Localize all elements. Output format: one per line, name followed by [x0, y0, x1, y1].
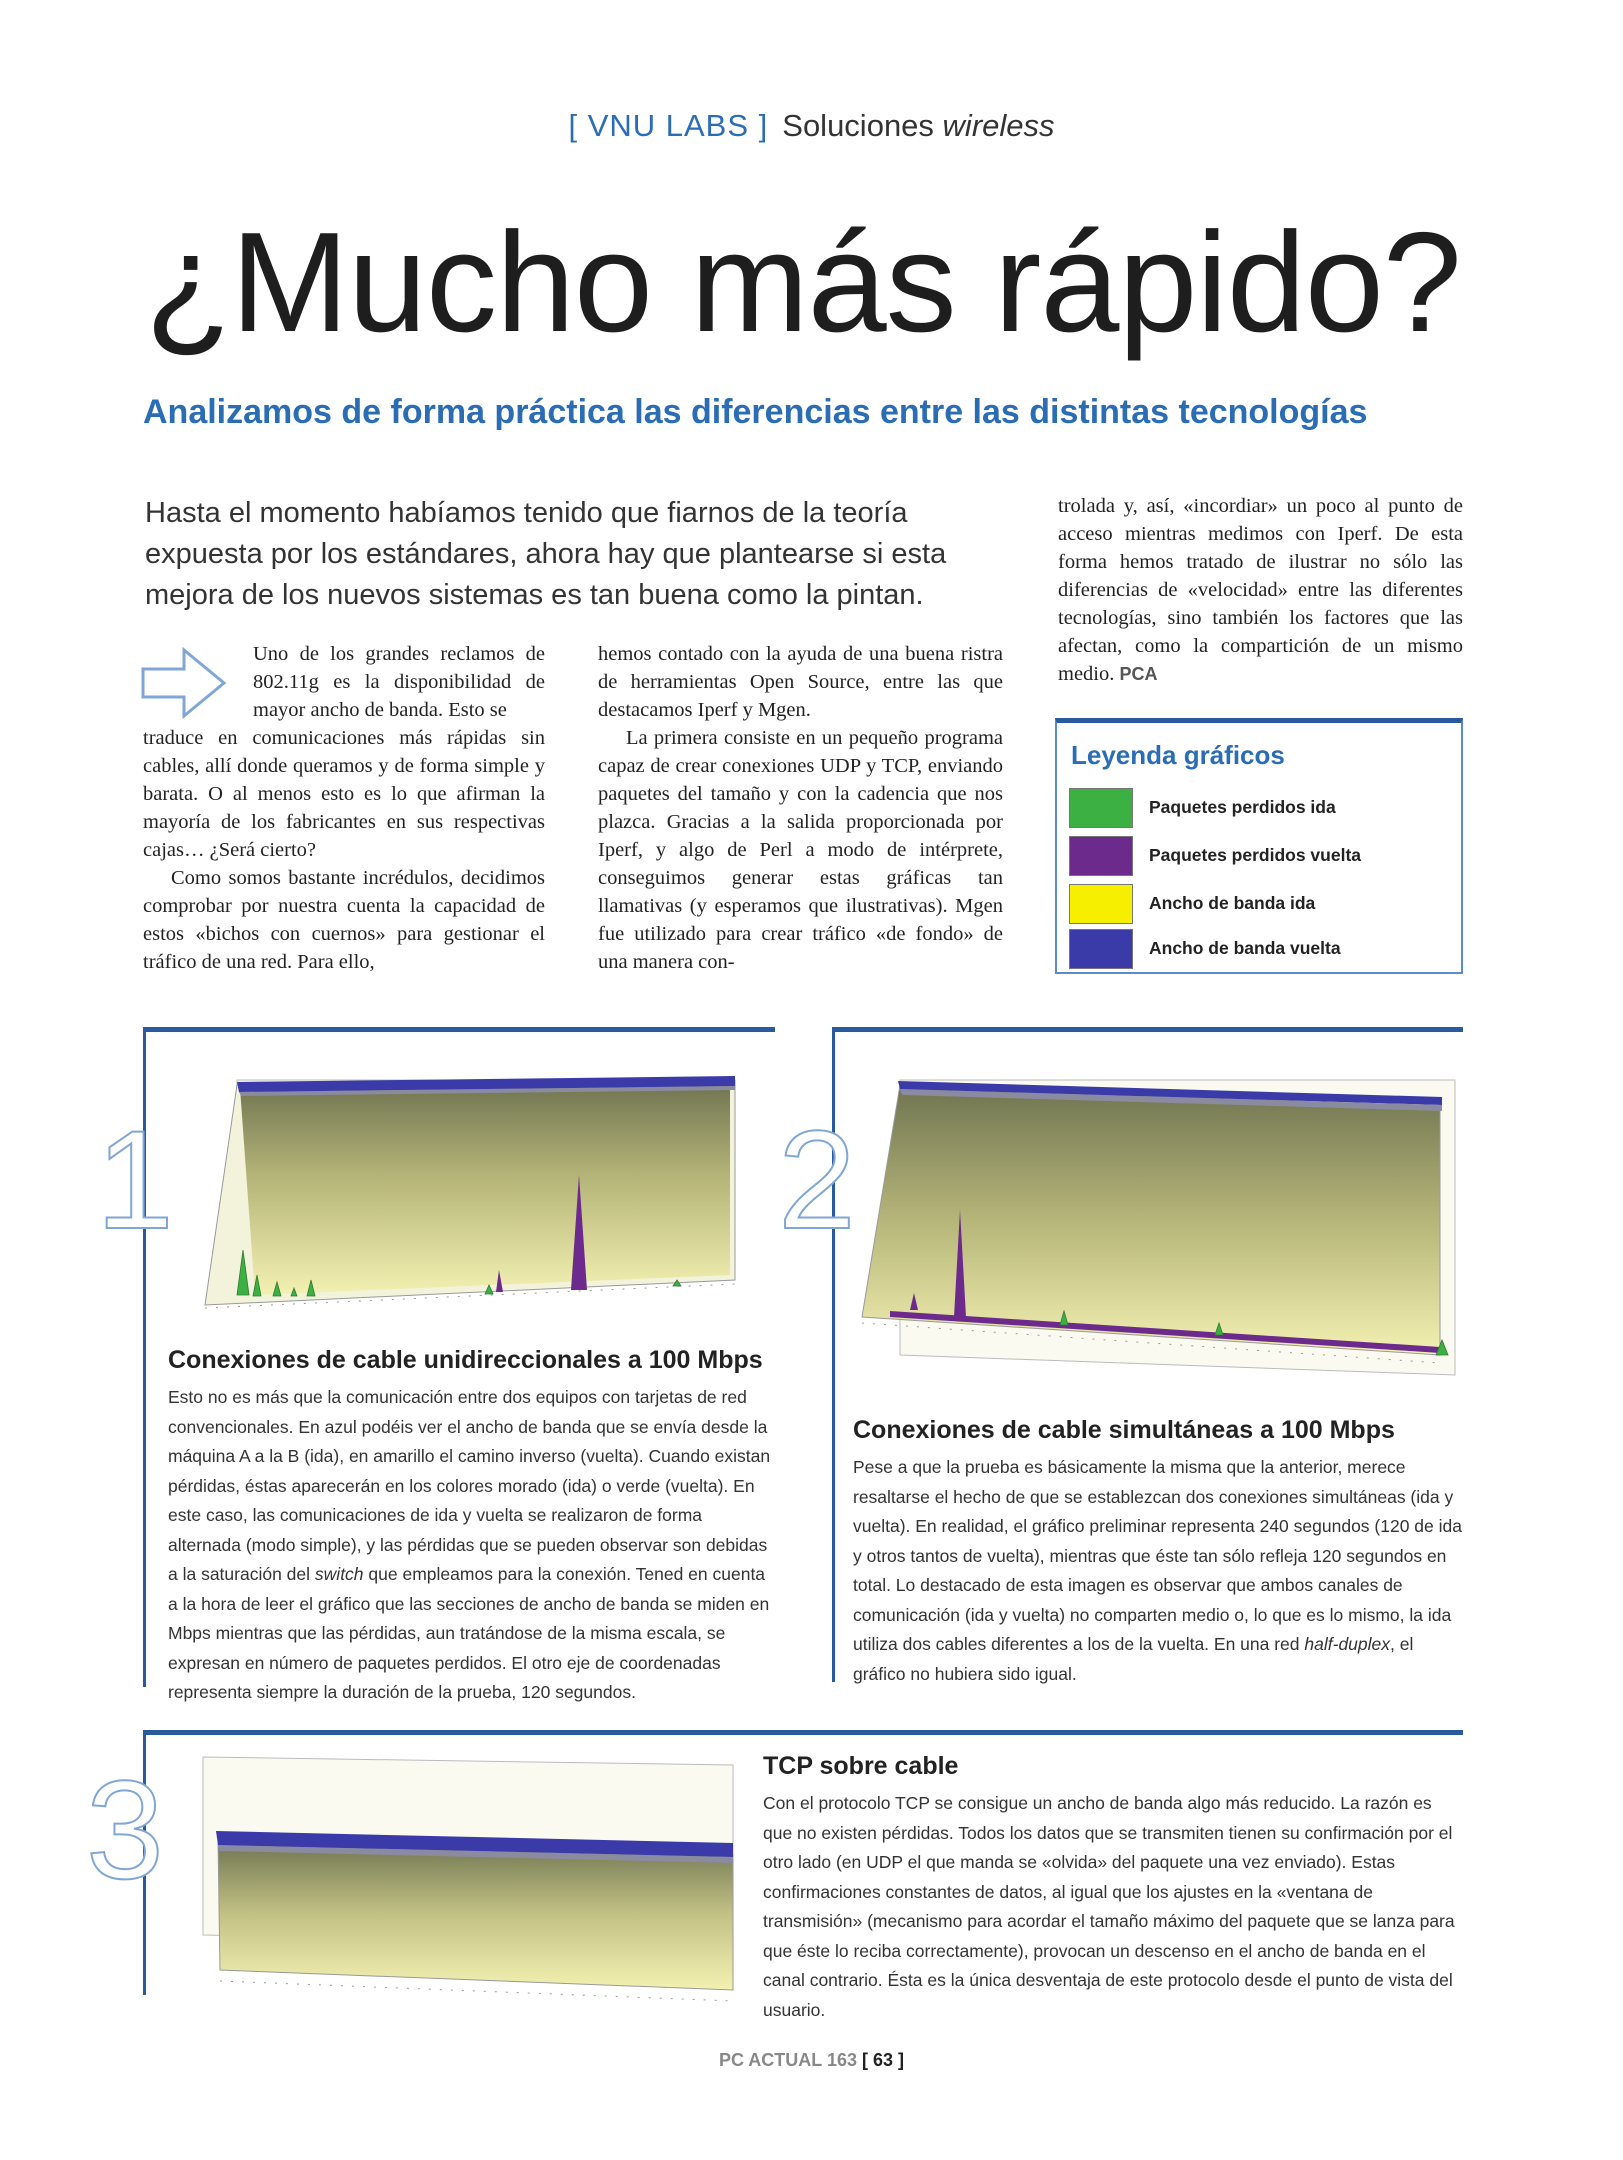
figure3-chart [178, 1745, 758, 2035]
section-label: [ VNU LABS ] [568, 108, 769, 143]
figure1-chart [195, 1050, 775, 1340]
figure3-caption: Con el protocolo TCP se consigue un ancho de banda algo más reducido. La razón es que no existen pérdidas. Todos los datos que se transmiten tienen su confirmación por el otro lado (en UDP el que manda se «olvida» del paquete una vez enviado). Estas confirmaciones constantes de datos, al igual que los ajustes en la «ventana de transmisión» (mecanismo para acordar el tamaño máximo del paquete que se lanza para que éste lo reciba correctamente), provocan un descenso en el ancho de banda en el canal contrario. Ésta es la única desventaja de este protocolo desde el punto de vista del usuario. [763, 1793, 1455, 2020]
figure1-caption: Esto no es más que la comunicación entre dos equipos con tarjetas de red convencionales. En azul podéis ver el ancho de banda que se envía desde la máquina A a la B (ida), en amarillo el camino inverso (vuelta). Cuando existan pérdidas, éstas aparecerán en los colores morado (ida) o verde (vuelta). En este caso, las comunicaciones de ida y vuelta se realizaron de forma alternada (modo simple), y las pérdidas que se pueden observar son debidas a la saturación del switch que empleamos para la conexión. Tened en cuenta a la hora de leer el gráfico que las secciones de ancho de banda se miden en Mbps mientras que las pérdidas, aun tratándose de la misma escala, se expresan en número de paquetes perdidos. El otro eje de coordenadas representa siempre la duración de la prueba, 120 segundos. [168, 1387, 771, 1702]
legend-swatch-purple [1069, 836, 1133, 876]
legend-swatch-yellow [1069, 884, 1133, 924]
legend-swatch-green [1069, 788, 1133, 828]
body-paragraph: traduce en comunicaciones más rápidas sin cables, allí donde queramos y de forma simple y barata. O al menos esto es lo que afirman la mayoría de los fabricantes en sus respectivas cajas… ¿Será cierto? [143, 727, 545, 861]
body-col1 [143, 724, 545, 976]
legend-label: Ancho de banda ida [1149, 893, 1316, 913]
page-footer [0, 2050, 1623, 2071]
figure2-title: Conexiones de cable simultáneas a 100 Mbps [853, 1416, 1395, 1444]
figure2-caption: Pese a que la prueba es básicamente la misma que la anterior, merece resaltarse el hecho de que se establezcan dos conexiones simultáneas (ida y vuelta). En realidad, el gráfico preliminar representa 240 segundos (120 de ida y otros tantos de vuelta), mientras que éste tan sólo refleja 120 segundos en total. Lo destacado de esta imagen es observar que ambos canales de comunicación (ida y vuelta) no comparten medio o, lo que es lo mismo, la ida utiliza dos cables diferentes a los de la vuelta. En una red half-duplex, el gráfico no hubiera sido igual. [853, 1457, 1462, 1684]
body-paragraph: trolada y, así, «incordiar» un poco al punto de acceso mientras medimos con Iperf. De esta forma hemos tratado de ilustrar no sólo las diferencias de «velocidad» entre las diferentes tecnologías, sino también los factores que las afectan, como la compartición de un mismo medio. PCA [1058, 495, 1463, 685]
section-header [0, 108, 1623, 144]
lede-paragraph: Hasta el momento habíamos tenido que fiarnos de la teoría expuesta por los estándares, ahora hay que plantearse si esta mejora de los nuevos sistemas es tan buena como la pintan. [145, 497, 947, 611]
arrow-right-icon [140, 645, 228, 721]
legend-label: Paquetes perdidos vuelta [1149, 845, 1362, 865]
figure3-number: 3 [86, 1751, 164, 1908]
figure2-chart [850, 1055, 1465, 1395]
body-col2 [598, 640, 1003, 976]
figure2-number: 2 [778, 1101, 856, 1258]
chart-legend [1055, 718, 1463, 974]
body-col3 [1058, 492, 1463, 688]
legend-title: Leyenda gráficos [1071, 740, 1285, 770]
figure1-title: Conexiones de cable unidireccionales a 100 Mbps [168, 1346, 763, 1374]
page-subtitle: Analizamos de forma práctica las diferencias entre las distintas tecnologías [143, 393, 1368, 431]
figure2-top-rule [832, 1027, 1463, 1032]
figure3-top-rule [143, 1730, 1463, 1735]
legend-swatch-blue [1069, 929, 1133, 969]
page-number: [ 63 ] [862, 2050, 905, 2070]
figure1-number: 1 [96, 1101, 174, 1258]
figure3-title: TCP sobre cable [763, 1752, 959, 1780]
section-topic: Soluciones wireless [782, 108, 1055, 143]
author-signature: PCA [1119, 664, 1158, 684]
body-col1-start: Uno de los grandes reclamos de 802.11g es la disponibilidad de mayor ancho de banda. Esto se [253, 643, 545, 721]
body-paragraph: Como somos bastante incrédulos, decidimos comprobar por nuestra cuenta la capacidad de estos «bichos con cuernos» para gestionar el tráfico de una red. Para ello, [143, 867, 545, 973]
legend-label: Paquetes perdidos ida [1149, 797, 1336, 817]
body-paragraph: La primera consiste en un pequeño programa capaz de crear conexiones UDP y TCP, enviando paquetes del tamaño y con la cadencia que nos plazca. Gracias a la salida proporcionada por Iperf, y algo de Perl a modo de intérprete, conseguimos generar estas gráficas tan llamativas (y esperamos que ilustrativas). Mgen fue utilizado para crear tráfico «de fondo» de una manera con- [598, 727, 1003, 973]
legend-label: Ancho de banda vuelta [1149, 938, 1341, 958]
page-title: ¿Mucho más rápido? [145, 203, 1461, 362]
magazine-issue: PC ACTUAL 163 [718, 2050, 857, 2070]
figure1-top-rule [143, 1027, 775, 1032]
body-paragraph: hemos contado con la ayuda de una buena ristra de herramientas Open Source, entre las que destacamos Iperf y Mgen. [598, 643, 1003, 721]
